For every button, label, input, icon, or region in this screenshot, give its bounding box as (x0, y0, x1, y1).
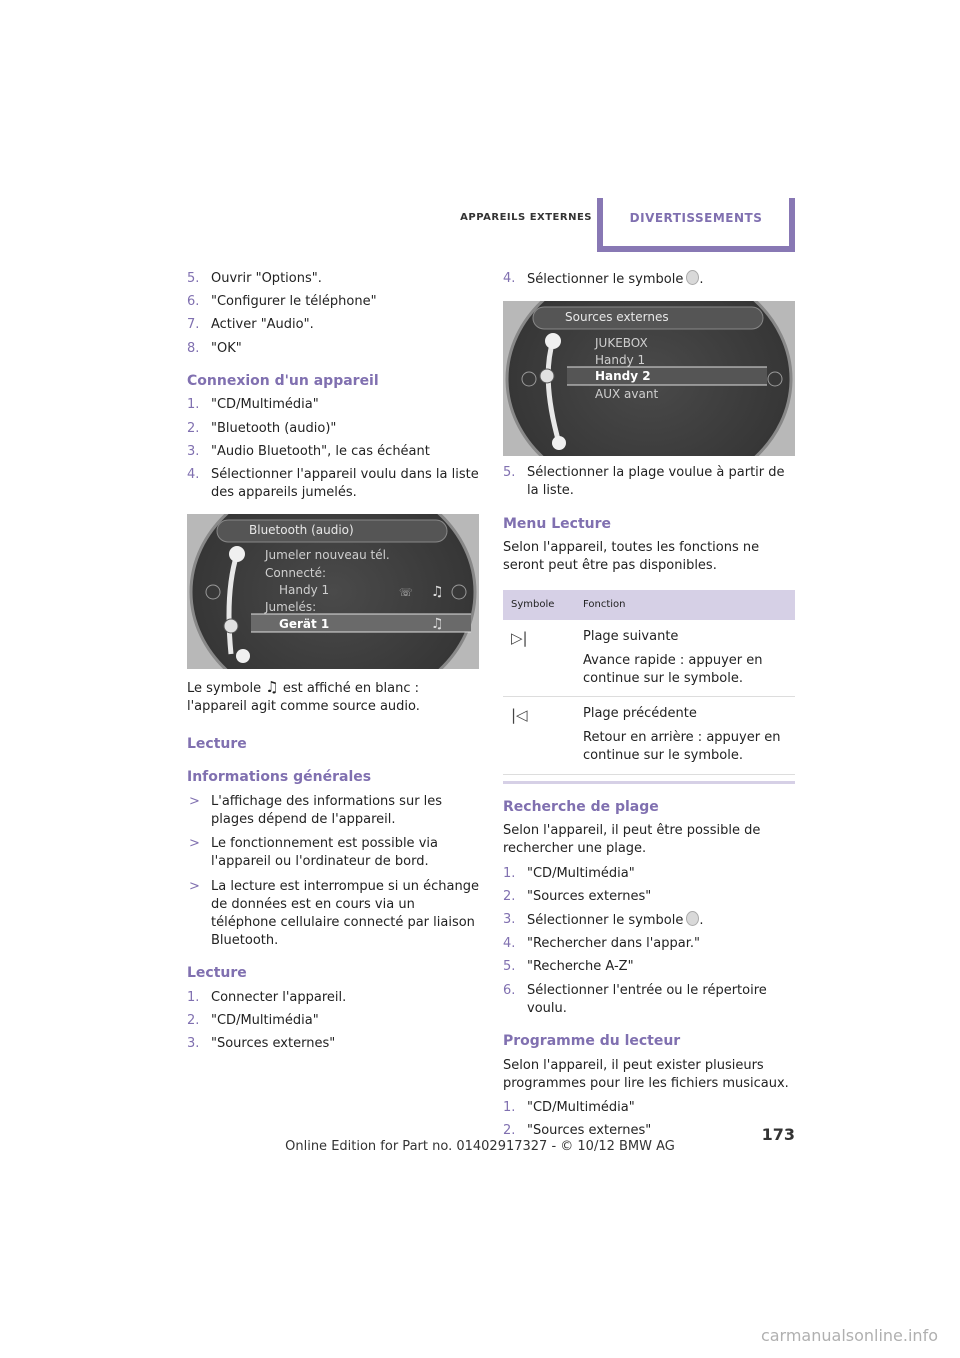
step-number: 4. (503, 271, 516, 286)
function-title: Plage suivante (583, 628, 679, 644)
column-header-symbol: Symbole (503, 590, 575, 620)
scroll-bottom-knob-2 (552, 436, 566, 450)
list-item (187, 989, 479, 1007)
step-text: "Sources externes" (527, 1123, 652, 1139)
step-number: 5. (503, 959, 516, 975)
step-text: Sélectionner la plage voulue à partir de la liste. (527, 465, 785, 499)
step-text: Sélectionner le symbole (527, 913, 684, 928)
heading-lecture: Lecture (187, 965, 247, 982)
step-text: Sélectionner le symbole (527, 272, 684, 287)
heading-lecture-main: Lecture (187, 735, 247, 752)
step-number: 4. (503, 936, 516, 952)
step-number: 6. (503, 982, 516, 998)
step-text: "CD/Multimédia" (527, 865, 635, 881)
screen1-item: Jumeler nouveau tél. (265, 548, 390, 563)
column-header-function: Fonction (575, 590, 795, 620)
symbol-note-part2: est affiché en blanc : l'appareil agit comme source audio. (187, 681, 420, 715)
list-item (187, 466, 479, 502)
watermark: carmanualsonline.info (760, 1326, 938, 1345)
step-text: Connecter l'appareil. (211, 989, 347, 1005)
screen1-title: Bluetooth (audio) (249, 523, 354, 538)
bluetooth-audio-screen (187, 514, 479, 669)
bullets-informations (187, 793, 479, 951)
function-table (503, 590, 795, 775)
function-cell (575, 697, 795, 775)
chapter-tab (597, 198, 795, 252)
scroll-top-knob (229, 546, 245, 562)
list-item (503, 865, 795, 883)
step-text: Ouvrir "Options". (211, 271, 322, 286)
screen1-item: Jumelés: (265, 600, 317, 615)
step-text: "Sources externes" (211, 1036, 336, 1052)
page-number: 173 (761, 1125, 795, 1144)
screen2-item: JUKEBOX (595, 336, 648, 351)
step-text: "Bluetooth (audio)" (211, 420, 337, 436)
step-number: 1. (187, 989, 200, 1005)
step-number: 3. (187, 443, 200, 459)
step-text: "CD/Multimédia" (211, 397, 319, 413)
external-sources-screen (503, 301, 795, 456)
steps-lecture (187, 989, 479, 1054)
step-number: 2. (503, 1123, 516, 1139)
step-number: 2. (503, 888, 516, 904)
bullet-item (187, 835, 479, 871)
list-item (503, 888, 795, 906)
step-number: 6. (187, 294, 200, 310)
function-description: Avance rapide : appuyer en continue sur le symbole. (583, 652, 763, 686)
list-item (503, 935, 795, 953)
bullet-text: L'affichage des informations sur les plages dépend de l'appareil. (211, 793, 443, 828)
screen1-item: Connecté: (265, 566, 327, 581)
bullet-item (187, 793, 479, 829)
step-text: "OK" (211, 340, 242, 356)
screen2-item-selected: Handy 2 (595, 369, 651, 384)
recherche-paragraph: Selon l'appareil, il peut être possible de rechercher une plage. (503, 823, 761, 857)
scroll-bottom-knob (236, 649, 250, 663)
phone-icon: ☏ (399, 586, 413, 600)
list-item (187, 1035, 479, 1053)
bluetooth-symbol-icon (686, 270, 699, 285)
step-text: "Configurer le téléphone" (211, 294, 377, 310)
step-number: 1. (503, 1099, 516, 1115)
menu-paragraph: Selon l'appareil, toutes les fonctions ne seront peut être pas disponibles. (503, 540, 760, 574)
step-text: "Recherche A-Z" (527, 959, 634, 975)
screen2-item: Handy 1 (595, 353, 646, 368)
note-icon-2: ♫ (431, 616, 444, 633)
bullet-item (187, 878, 479, 951)
heading-connexion: Connexion d'un appareil (187, 372, 379, 389)
screen2-item: AUX avant (595, 387, 659, 402)
bullet-mark: > (189, 878, 200, 894)
bullet-mark: > (189, 793, 200, 809)
symbol-note (187, 677, 479, 716)
step-number: 5. (187, 271, 200, 286)
heading-recherche: Recherche de plage (503, 798, 659, 815)
list-item (187, 316, 479, 334)
bluetooth-symbol-icon (686, 911, 699, 926)
function-cell (575, 620, 795, 697)
screen2-title: Sources externes (565, 310, 669, 325)
table-end-rule (503, 781, 795, 784)
list-item (187, 443, 479, 461)
step-text: "Sources externes" (527, 888, 652, 904)
list-item (187, 293, 479, 311)
screen1-item-selected: Gerät 1 (279, 617, 330, 632)
step-text: "CD/Multimédia" (211, 1013, 319, 1029)
left-column (187, 270, 479, 1059)
step-text: Sélectionner l'appareil voulu dans la liste des appareils jumelés. (211, 466, 479, 501)
bullet-text: La lecture est interrompue si un échange de données est en cours via un téléphone cellulaire connecté par liaison Bluetooth. (211, 878, 479, 949)
table-row (503, 697, 795, 775)
heading-menu-lecture: Menu Lecture (503, 515, 612, 532)
step-number: 5. (503, 465, 516, 481)
steps-connexion (187, 396, 479, 502)
steps-recherche (503, 865, 795, 1018)
step-number: 3. (187, 1036, 200, 1052)
step-select-track (503, 464, 795, 500)
step-text: "Rechercher dans l'appar." (527, 936, 700, 952)
scroll-position-knob-2 (540, 369, 554, 383)
chapter-tab-label: DIVERTISSEMENTS (603, 198, 789, 246)
heading-programme: Programme du lecteur (503, 1032, 681, 1049)
scroll-top-knob-2 (545, 333, 561, 349)
step-text: "Audio Bluetooth", le cas échéant (211, 443, 430, 459)
music-note-icon: ♫ (265, 678, 279, 697)
step-text: Sélectionner l'entrée ou le répertoire voulu. (527, 982, 767, 1016)
list-item (503, 958, 795, 976)
section-title: APPAREILS EXTERNES (460, 212, 592, 223)
step-text-end: . (699, 272, 704, 287)
screen1-item: Handy 1 (279, 583, 330, 598)
step-number: 1. (503, 865, 516, 881)
list-item (187, 270, 479, 288)
step-text: Activer "Audio". (211, 317, 314, 333)
track-symbol-icon: ▷| (503, 620, 575, 697)
table-row (503, 620, 795, 697)
scroll-position-knob (224, 619, 238, 633)
steps-options (187, 270, 479, 358)
step-number: 2. (187, 420, 200, 436)
bullet-mark: > (189, 836, 200, 852)
step-number: 8. (187, 340, 200, 356)
function-description: Retour en arrière : appuyer en continue sur le symbole. (583, 730, 781, 764)
step-number: 2. (187, 1013, 200, 1029)
list-item (503, 982, 795, 1018)
right-column (503, 270, 795, 1145)
list-item (503, 1099, 795, 1117)
list-item (187, 340, 479, 358)
function-title: Plage précédente (583, 706, 697, 722)
step-number: 3. (503, 912, 516, 927)
step-number: 4. (187, 466, 200, 482)
list-item (187, 1012, 479, 1030)
list-item (187, 420, 479, 438)
step-text: "CD/Multimédia" (527, 1099, 635, 1115)
note-icon: ♫ (431, 584, 444, 601)
list-item: 3. Sélectionner le symbole . (503, 912, 704, 928)
list-item (187, 396, 479, 414)
track-symbol-icon: |◁ (503, 697, 575, 775)
programme-paragraph: Selon l'appareil, il peut exister plusieurs programmes pour lire les fichiers musicaux. (503, 1057, 789, 1091)
heading-informations: Informations générales (187, 769, 372, 786)
bullet-text: Le fonctionnement est possible via l'appareil ou l'ordinateur de bord. (211, 836, 438, 870)
symbol-note-part1: Le symbole (187, 681, 262, 697)
step-number: 1. (187, 397, 200, 413)
step-number: 7. (187, 317, 200, 333)
footer-edition: Online Edition for Part no. 01402917327 - © 10/12 BMW AG (285, 1139, 675, 1154)
step-select-symbol (503, 270, 795, 289)
